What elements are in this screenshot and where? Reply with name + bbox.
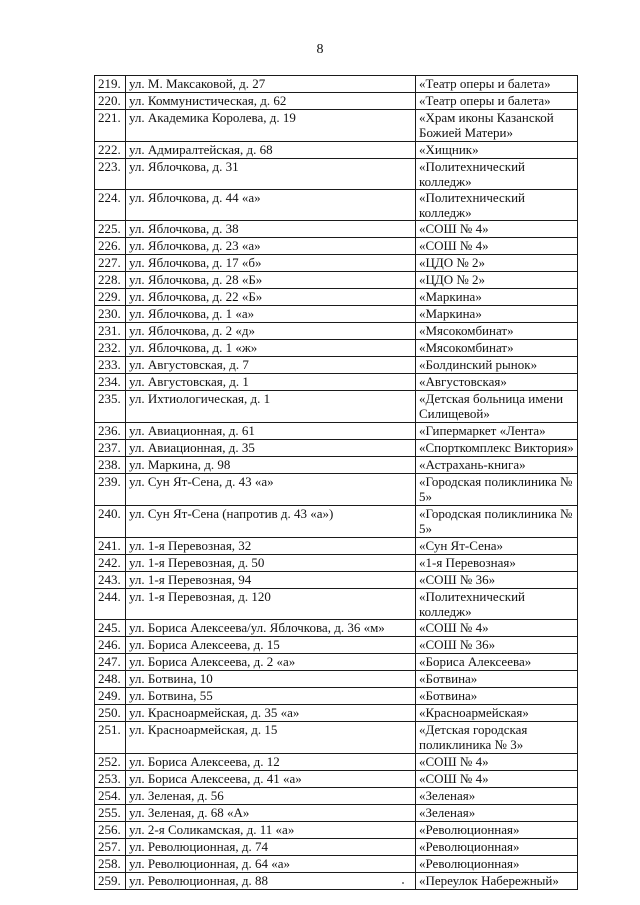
stops-table: [94, 75, 578, 890]
stops-table-body: [95, 76, 578, 890]
table-row: [95, 506, 578, 538]
address-cell: ул. Яблочкова, д. 22 «Б»: [126, 289, 416, 306]
table-row: [95, 289, 578, 306]
table-row: [95, 423, 578, 440]
stop-name-cell: «СОШ № 4»: [416, 754, 578, 771]
row-number: 258.: [95, 856, 126, 873]
address-cell: ул. Яблочкова, д. 44 «а»: [126, 190, 416, 221]
address-cell: ул. Сун Ят-Сена (напротив д. 43 «а»): [126, 506, 416, 538]
stop-name-cell: «Детская больница имени Силищевой»: [416, 391, 578, 423]
address-cell: ул. Революционная, д. 88: [126, 873, 416, 890]
stop-name-cell: «Городская поликлиника № 5»: [416, 474, 578, 506]
row-number: 221.: [95, 110, 126, 142]
row-number: 253.: [95, 771, 126, 788]
address-cell: ул. Августовская, д. 1: [126, 374, 416, 391]
table-row: [95, 555, 578, 572]
stop-name-cell: «СОШ № 4»: [416, 620, 578, 637]
address-cell: ул. Яблочкова, д. 2 «д»: [126, 323, 416, 340]
table-row: [95, 238, 578, 255]
row-number: 250.: [95, 705, 126, 722]
table-row: [95, 159, 578, 190]
stop-name-cell: «СОШ № 4»: [416, 221, 578, 238]
stop-name-cell: «Городская поликлиника № 5»: [416, 506, 578, 538]
address-cell: ул. Красноармейская, д. 15: [126, 722, 416, 754]
address-cell: ул. Маркина, д. 98: [126, 457, 416, 474]
stop-name-cell: «Переулок Набережный»: [416, 873, 578, 890]
address-cell: ул. 1-я Перевозная, 94: [126, 572, 416, 589]
row-number: 242.: [95, 555, 126, 572]
address-cell: ул. Яблочкова, д. 28 «Б»: [126, 272, 416, 289]
address-cell: ул. Сун Ят-Сена, д. 43 «а»: [126, 474, 416, 506]
address-cell: ул. Ботвина, 10: [126, 671, 416, 688]
stop-name-cell: «Театр оперы и балета»: [416, 93, 578, 110]
stop-name-cell: «Революционная»: [416, 839, 578, 856]
table-row: [95, 306, 578, 323]
row-number: 234.: [95, 374, 126, 391]
stop-name-cell: «СОШ № 36»: [416, 637, 578, 654]
table-row: [95, 637, 578, 654]
stop-name-cell: «Ботвина»: [416, 688, 578, 705]
row-number: 235.: [95, 391, 126, 423]
stop-name-cell: «Спорткомплекс Виктория»: [416, 440, 578, 457]
row-number: 248.: [95, 671, 126, 688]
table-row: [95, 190, 578, 221]
stop-name-cell: «Революционная»: [416, 822, 578, 839]
stop-name-cell: «ЦДО № 2»: [416, 255, 578, 272]
row-number: 229.: [95, 289, 126, 306]
row-number: 225.: [95, 221, 126, 238]
address-cell: ул. Яблочкова, д. 1 «а»: [126, 306, 416, 323]
stop-name-cell: «Хищник»: [416, 142, 578, 159]
row-number: 238.: [95, 457, 126, 474]
stop-name-cell: «Детская городская поликлиника № 3»: [416, 722, 578, 754]
address-cell: ул. Яблочкова, д. 17 «б»: [126, 255, 416, 272]
stop-name-cell: «Гипермаркет «Лента»: [416, 423, 578, 440]
scan-mark: [402, 882, 404, 884]
stop-name-cell: «СОШ № 36»: [416, 572, 578, 589]
row-number: 241.: [95, 538, 126, 555]
row-number: 256.: [95, 822, 126, 839]
address-cell: ул. Бориса Алексеева, д. 12: [126, 754, 416, 771]
row-number: 244.: [95, 589, 126, 620]
table-row: [95, 374, 578, 391]
table-row: [95, 589, 578, 620]
table-row: [95, 572, 578, 589]
address-cell: ул. 1-я Перевозная, д. 120: [126, 589, 416, 620]
stop-name-cell: «Мясокомбинат»: [416, 340, 578, 357]
address-cell: ул. 2-я Соликамская, д. 11 «а»: [126, 822, 416, 839]
address-cell: ул. Бориса Алексеева/ул. Яблочкова, д. 36 «м»: [126, 620, 416, 637]
row-number: 222.: [95, 142, 126, 159]
table-row: [95, 457, 578, 474]
address-cell: ул. Яблочкова, д. 1 «ж»: [126, 340, 416, 357]
row-number: 255.: [95, 805, 126, 822]
address-cell: ул. Зеленая, д. 56: [126, 788, 416, 805]
address-cell: ул. Ботвина, 55: [126, 688, 416, 705]
table-row: [95, 754, 578, 771]
table-row: [95, 474, 578, 506]
table-row: [95, 76, 578, 93]
stop-name-cell: «Политехнический колледж»: [416, 159, 578, 190]
table-row: [95, 873, 578, 890]
stop-name-cell: «Маркина»: [416, 306, 578, 323]
stop-name-cell: «Болдинский рынок»: [416, 357, 578, 374]
table-row: [95, 221, 578, 238]
address-cell: ул. Яблочкова, д. 23 «а»: [126, 238, 416, 255]
stop-name-cell: «Астрахань-книга»: [416, 457, 578, 474]
table-row: [95, 822, 578, 839]
stop-name-cell: «Политехнический колледж»: [416, 190, 578, 221]
address-cell: ул. Красноармейская, д. 35 «а»: [126, 705, 416, 722]
row-number: 259.: [95, 873, 126, 890]
row-number: 228.: [95, 272, 126, 289]
address-cell: ул. Августовская, д. 7: [126, 357, 416, 374]
table-row: [95, 538, 578, 555]
table-row: [95, 805, 578, 822]
table-row: [95, 722, 578, 754]
table-row: [95, 357, 578, 374]
table-row: [95, 391, 578, 423]
row-number: 252.: [95, 754, 126, 771]
address-cell: ул. Бориса Алексеева, д. 41 «а»: [126, 771, 416, 788]
stop-name-cell: «Зеленая»: [416, 788, 578, 805]
row-number: 232.: [95, 340, 126, 357]
address-cell: ул. Адмиралтейская, д. 68: [126, 142, 416, 159]
stop-name-cell: «Революционная»: [416, 856, 578, 873]
stop-name-cell: «ЦДО № 2»: [416, 272, 578, 289]
row-number: 233.: [95, 357, 126, 374]
row-number: 236.: [95, 423, 126, 440]
row-number: 231.: [95, 323, 126, 340]
stop-name-cell: «Мясокомбинат»: [416, 323, 578, 340]
table-row: [95, 620, 578, 637]
address-cell: ул. 1-я Перевозная, 32: [126, 538, 416, 555]
address-cell: ул. Зеленая, д. 68 «А»: [126, 805, 416, 822]
table-row: [95, 272, 578, 289]
row-number: 220.: [95, 93, 126, 110]
row-number: 243.: [95, 572, 126, 589]
table-row: [95, 440, 578, 457]
row-number: 226.: [95, 238, 126, 255]
stop-name-cell: «Ботвина»: [416, 671, 578, 688]
address-cell: ул. Ихтиологическая, д. 1: [126, 391, 416, 423]
address-cell: ул. Яблочкова, д. 31: [126, 159, 416, 190]
table-row: [95, 771, 578, 788]
row-number: 223.: [95, 159, 126, 190]
row-number: 237.: [95, 440, 126, 457]
row-number: 246.: [95, 637, 126, 654]
table-row: [95, 340, 578, 357]
stop-name-cell: «Театр оперы и балета»: [416, 76, 578, 93]
address-cell: ул. Авиационная, д. 61: [126, 423, 416, 440]
address-cell: ул. Коммунистическая, д. 62: [126, 93, 416, 110]
table-row: [95, 110, 578, 142]
table-row: [95, 142, 578, 159]
row-number: 219.: [95, 76, 126, 93]
address-cell: ул. М. Максаковой, д. 27: [126, 76, 416, 93]
table-row: [95, 688, 578, 705]
table-row: [95, 856, 578, 873]
stop-name-cell: «Красноармейская»: [416, 705, 578, 722]
address-cell: ул. Революционная, д. 64 «а»: [126, 856, 416, 873]
table-row: [95, 255, 578, 272]
row-number: 245.: [95, 620, 126, 637]
row-number: 257.: [95, 839, 126, 856]
address-cell: ул. Революционная, д. 74: [126, 839, 416, 856]
address-cell: ул. Бориса Алексеева, д. 15: [126, 637, 416, 654]
row-number: 247.: [95, 654, 126, 671]
address-cell: ул. Бориса Алексеева, д. 2 «а»: [126, 654, 416, 671]
stop-name-cell: «Маркина»: [416, 289, 578, 306]
table-row: [95, 93, 578, 110]
table-row: [95, 839, 578, 856]
stop-name-cell: «Политехнический колледж»: [416, 589, 578, 620]
address-cell: ул. Яблочкова, д. 38: [126, 221, 416, 238]
table-row: [95, 654, 578, 671]
table-row: [95, 788, 578, 805]
row-number: 224.: [95, 190, 126, 221]
row-number: 254.: [95, 788, 126, 805]
address-cell: ул. Авиационная, д. 35: [126, 440, 416, 457]
stop-name-cell: «СОШ № 4»: [416, 238, 578, 255]
row-number: 239.: [95, 474, 126, 506]
row-number: 251.: [95, 722, 126, 754]
table-row: [95, 705, 578, 722]
stop-name-cell: «Зеленая»: [416, 805, 578, 822]
stop-name-cell: «1-я Перевозная»: [416, 555, 578, 572]
row-number: 227.: [95, 255, 126, 272]
row-number: 230.: [95, 306, 126, 323]
address-cell: ул. 1-я Перевозная, д. 50: [126, 555, 416, 572]
stop-name-cell: «Бориса Алексеева»: [416, 654, 578, 671]
page-number: 8: [316, 42, 324, 57]
row-number: 240.: [95, 506, 126, 538]
table-row: [95, 323, 578, 340]
address-cell: ул. Академика Королева, д. 19: [126, 110, 416, 142]
stop-name-cell: «Августовская»: [416, 374, 578, 391]
stop-name-cell: «СОШ № 4»: [416, 771, 578, 788]
stop-name-cell: «Сун Ят-Сена»: [416, 538, 578, 555]
table-row: [95, 671, 578, 688]
row-number: 249.: [95, 688, 126, 705]
stop-name-cell: «Храм иконы Казанской Божией Матери»: [416, 110, 578, 142]
